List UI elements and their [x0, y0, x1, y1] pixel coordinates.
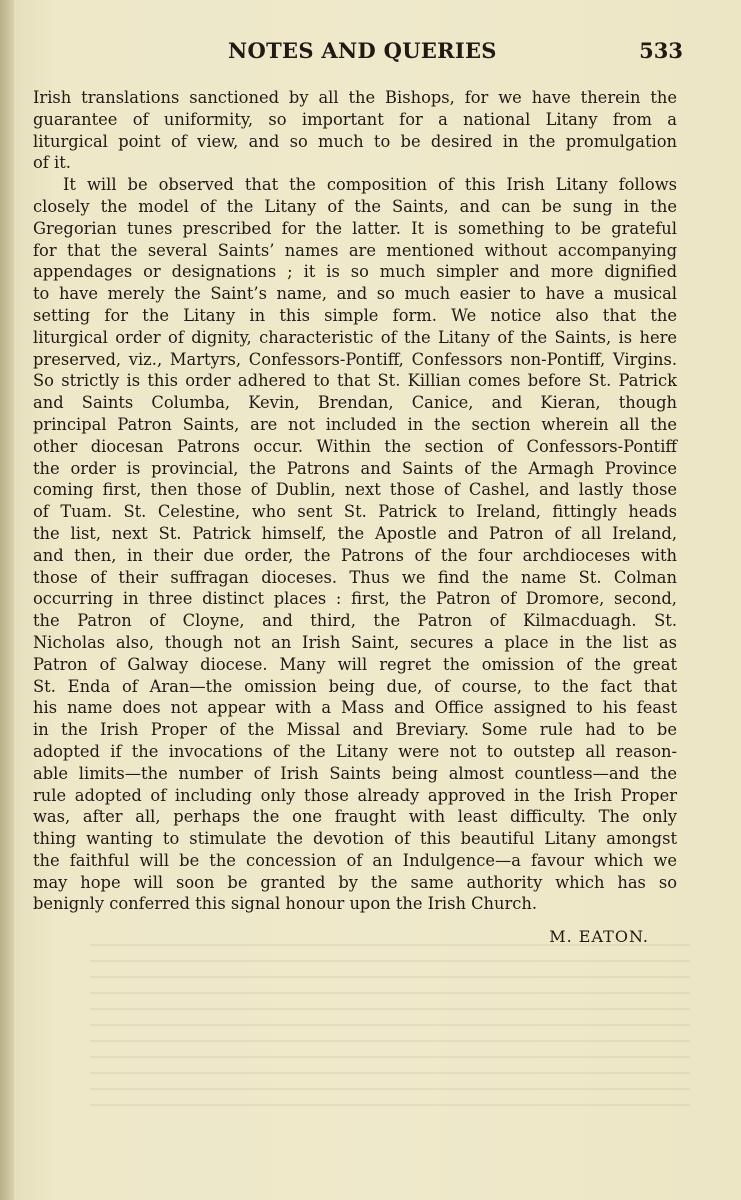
- text-line: coming first, then those of Dublin, next those of Cashel, and lastly those: [33, 480, 677, 500]
- text-line: the list, next St. Patrick himself, the Apostle and Patron of all Ireland,: [33, 523, 677, 543]
- running-header: [0, 38, 741, 66]
- text-line: in the Irish Proper of the Missal and Breviary. Some rule had to be: [33, 720, 677, 740]
- text-line: his name does not appear with a Mass and Office assigned to his feast: [33, 698, 677, 718]
- text-line: other diocesan Patrons occur. Within the section of Confessors-Pontiff: [33, 436, 677, 456]
- text-line: of Tuam. St. Celestine, who sent St. Patrick to Ireland, fittingly heads: [33, 502, 677, 522]
- text-line: the faithful will be the concession of an Indulgence—a favour which we: [33, 850, 677, 870]
- text-line: appendages or designations ; it is so much simpler and more dignified: [33, 262, 677, 282]
- text-line: St. Enda of Aran—the omission being due, of course, to the fact that: [33, 676, 677, 696]
- author-signature: M. EATON.: [549, 927, 649, 946]
- text-line: guarantee of uniformity, so important for a national Litany from a: [33, 109, 677, 129]
- text-line: It will be observed that the composition of this Irish Litany follows: [63, 175, 677, 195]
- article-body: [33, 87, 677, 915]
- text-line: may hope will soon be granted by the same authority which has so: [33, 872, 677, 892]
- text-line: Gregorian tunes prescribed for the latter. It is something to be grateful: [33, 218, 677, 238]
- book-gutter: [0, 0, 14, 1200]
- text-line: those of their suffragan dioceses. Thus we find the name St. Colman: [33, 567, 677, 587]
- text-line: thing wanting to stimulate the devotion of this beautiful Litany amongst: [33, 829, 677, 849]
- text-line: and then, in their due order, the Patrons of the four archdioceses with: [33, 545, 677, 565]
- text-line: of it.: [33, 153, 71, 173]
- text-line: setting for the Litany in this simple form. We notice also that the: [33, 305, 677, 325]
- show-through-text: [90, 930, 690, 1170]
- text-line: for that the several Saints’ names are mentioned without accompanying: [33, 240, 677, 260]
- text-line: Nicholas also, though not an Irish Saint, secures a place in the list as: [33, 632, 677, 652]
- text-line: liturgical point of view, and so much to be desired in the promulgation: [33, 131, 677, 151]
- text-line: Irish translations sanctioned by all the Bishops, for we have therein the: [33, 88, 677, 107]
- text-line: liturgical order of dignity, characteristic of the Litany of the Saints, is here: [33, 327, 677, 347]
- text-line: to have merely the Saint’s name, and so much easier to have a musical: [33, 284, 677, 304]
- text-line: benignly conferred this signal honour upon the Irish Church.: [33, 894, 538, 914]
- text-line: and Saints Columba, Kevin, Brendan, Canice, and Kieran, though: [33, 393, 677, 413]
- text-line: rule adopted of including only those already approved in the Irish Proper: [33, 785, 677, 805]
- text-line: preserved, viz., Martyrs, Confessors-Pontiff, Confessors non-Pontiff, Virgins.: [33, 349, 677, 369]
- text-line: Patron of Galway diocese. Many will regret the omission of the great: [33, 654, 677, 674]
- running-title: NOTES AND QUERIES: [228, 38, 497, 63]
- page-number: 533: [639, 38, 683, 63]
- text-line: was, after all, perhaps the one fraught with least difficulty. The only: [33, 807, 677, 827]
- text-line: the Patron of Cloyne, and third, the Patron of Kilmacduagh. St.: [33, 611, 677, 631]
- text-line: principal Patron Saints, are not included in the section wherein all the: [33, 414, 677, 434]
- text-line: closely the model of the Litany of the Saints, and can be sung in the: [33, 196, 677, 216]
- text-line: occurring in three distinct places : first, the Patron of Dromore, second,: [33, 589, 677, 609]
- text-line: adopted if the invocations of the Litany were not to outstep all reason-: [33, 741, 677, 761]
- text-line: the order is provincial, the Patrons and Saints of the Armagh Province: [33, 458, 677, 478]
- text-line: So strictly is this order adhered to that St. Killian comes before St. Patrick: [33, 371, 677, 391]
- text-line: able limits—the number of Irish Saints being almost countless—and the: [33, 763, 677, 783]
